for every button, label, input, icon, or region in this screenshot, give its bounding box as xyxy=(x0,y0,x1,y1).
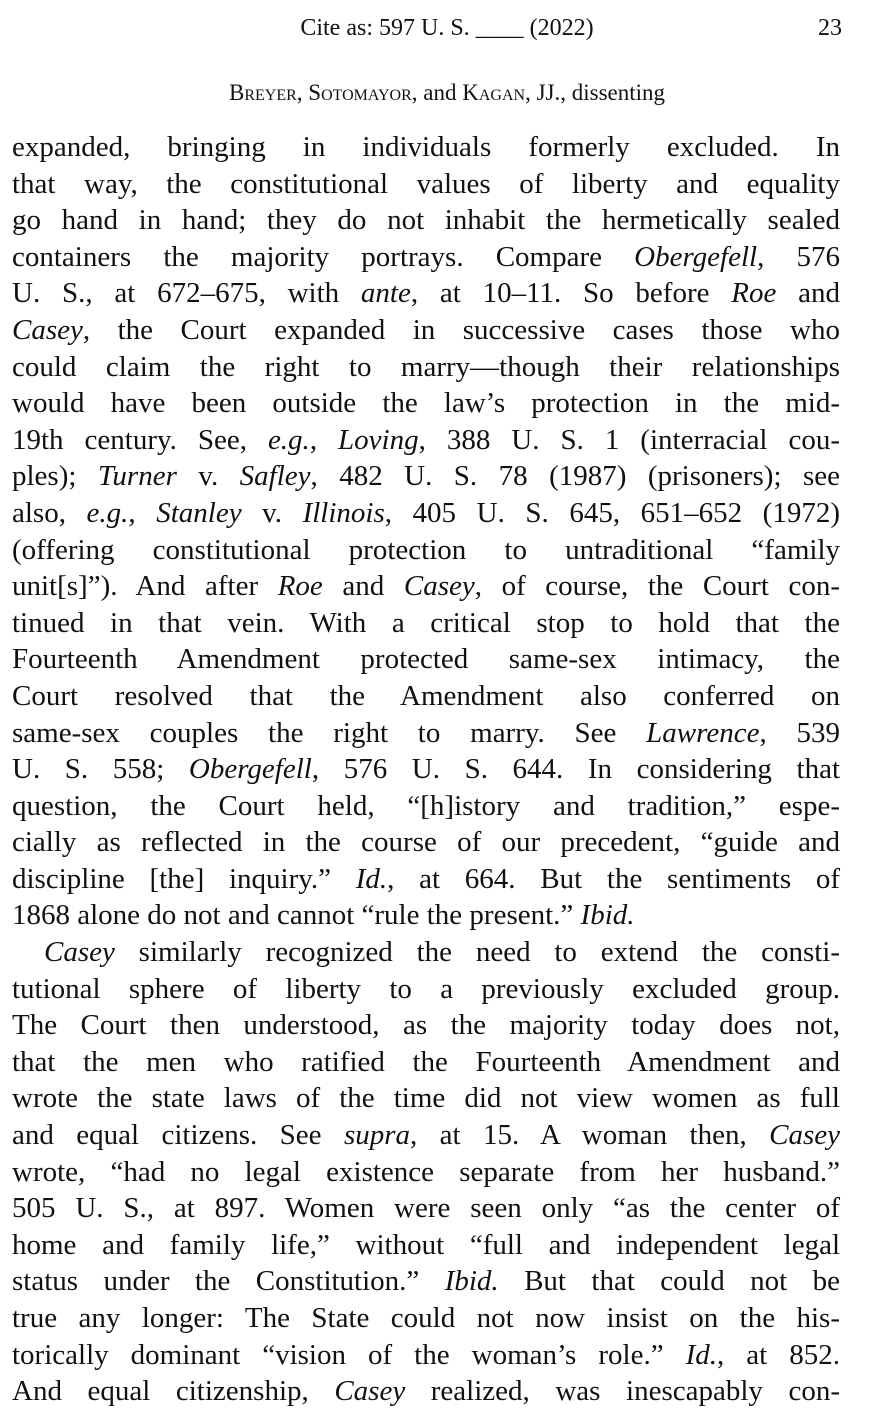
text-line: and equal citizens. See supra, at 15. A woman then, Casey xyxy=(12,1119,840,1152)
text-line: cially as reflected in the course of our precedent, “guide and xyxy=(12,826,840,859)
text-line: Casey similarly recognized the need to extend the consti- xyxy=(44,936,840,969)
text-line: And equal citizenship, Casey realized, was inescapably con- xyxy=(12,1375,840,1408)
case-name: Illinois xyxy=(302,496,385,529)
justice-name: Sotomayor xyxy=(308,80,412,105)
case-name: Casey xyxy=(12,313,83,346)
text-line: 1868 alone do not and cannot “rule the present.” Ibid. xyxy=(12,899,635,932)
citation-signal: ante xyxy=(360,277,411,310)
text-line: discipline [the] inquiry.” Id., at 664. But the sentiments of xyxy=(12,862,840,895)
text-line: status under the Constitution.” Ibid. But that could not be xyxy=(12,1265,840,1298)
text-line: go hand in hand; they do not inhabit the hermetically sealed xyxy=(12,204,840,237)
text-line: Court resolved that the Amendment also conferred on xyxy=(12,679,840,712)
running-head-suffix: , JJ., dissenting xyxy=(525,80,666,105)
case-name: Casey xyxy=(769,1119,840,1152)
text-line: question, the Court held, “[h]istory and tradition,” espe- xyxy=(12,789,840,822)
paragraph xyxy=(12,934,840,1410)
page-number: 23 xyxy=(818,15,842,41)
text-line: tutional sphere of liberty to a previously excluded group. xyxy=(12,972,840,1005)
text-line: tinued in that vein. With a critical stop to hold that the xyxy=(12,606,840,639)
citation-signal: Id. xyxy=(355,862,388,895)
text-line: 19th century. See, e.g., Loving, 388 U. S. 1 (interracial cou- xyxy=(12,423,840,456)
text-line: true any longer: The State could not now insist on the his- xyxy=(12,1302,840,1334)
citation-signal: e.g. xyxy=(267,423,310,456)
text-line: also, e.g., Stanley v. Illinois, 405 U. S. 645, 651–652 (1972) xyxy=(12,496,841,529)
text-line: would have been outside the law’s protection in the mid- xyxy=(12,387,840,420)
citation-signal: Id. xyxy=(685,1338,718,1371)
text-line: 505 U. S., at 897. Women were seen only “as the center of xyxy=(12,1192,840,1225)
paragraph xyxy=(12,129,840,934)
case-name: Lawrence xyxy=(646,716,760,749)
case-name: Casey xyxy=(334,1375,406,1408)
justice-name: Kagan xyxy=(462,80,526,105)
text-line: expanded, bringing in individuals formerly excluded. In xyxy=(12,131,840,163)
text-line: that the men who ratified the Fourteenth Amendment and xyxy=(12,1045,840,1078)
text-line: could claim the right to marry—though their relationships xyxy=(12,350,840,383)
case-name: Roe xyxy=(731,277,777,310)
citation-signal: Ibid. xyxy=(444,1265,499,1298)
text-line: ples); Turner v. Safley, 482 U. S. 78 (1987) (prisoners); see xyxy=(12,460,840,493)
citation-header: Cite as: 597 U. S. ____ (2022) xyxy=(300,15,594,41)
running-head-separator: , and xyxy=(411,80,463,105)
opinion-body xyxy=(12,129,840,1410)
text-line: torically dominant “vision of the woman’s role.” Id., at 852. xyxy=(12,1338,841,1371)
text-line: containers the majority portrays. Compare Obergefell, 576 xyxy=(12,240,841,273)
text-line: wrote, “had no legal existence separate from her husband.” xyxy=(12,1155,840,1188)
text-line: home and family life,” without “full and independent legal xyxy=(12,1228,840,1261)
text-line: Fourteenth Amendment protected same-sex intimacy, the xyxy=(12,643,840,676)
running-head xyxy=(0,79,894,107)
case-name: Loving xyxy=(338,423,419,456)
citation-signal: e.g. xyxy=(86,496,129,529)
text-line: that way, the constitutional values of liberty and equality xyxy=(12,167,840,200)
text-line: U. S., at 672–675, with ante, at 10–11. So before Roe and xyxy=(12,277,841,310)
text-line: same-sex couples the right to marry. See Lawrence, 539 xyxy=(12,716,840,749)
text-line: (offering constitutional protection to untraditional “family xyxy=(12,533,840,566)
case-name: Roe xyxy=(277,570,323,603)
case-name: Safley xyxy=(239,460,311,493)
text-line: The Court then understood, as the majority today does not, xyxy=(12,1009,840,1042)
text-line: Casey, the Court expanded in successive cases those who xyxy=(12,313,840,346)
citation-signal: supra xyxy=(343,1119,411,1152)
case-name: Obergefell xyxy=(188,753,312,786)
case-name: Obergefell xyxy=(634,240,758,273)
citation-signal: Ibid. xyxy=(580,899,635,932)
case-name: Turner xyxy=(97,460,177,493)
text-line: U. S. 558; Obergefell, 576 U. S. 644. In considering that xyxy=(12,753,840,786)
case-name: Casey xyxy=(44,936,115,969)
running-head-separator: , xyxy=(296,80,309,105)
text-line: unit[s]”). And after Roe and Casey, of course, the Court con- xyxy=(12,570,841,603)
case-name: Casey xyxy=(403,570,475,603)
case-name: Stanley xyxy=(156,496,242,529)
text-line: wrote the state laws of the time did not view women as full xyxy=(12,1082,840,1115)
justice-name: Breyer xyxy=(228,80,297,105)
